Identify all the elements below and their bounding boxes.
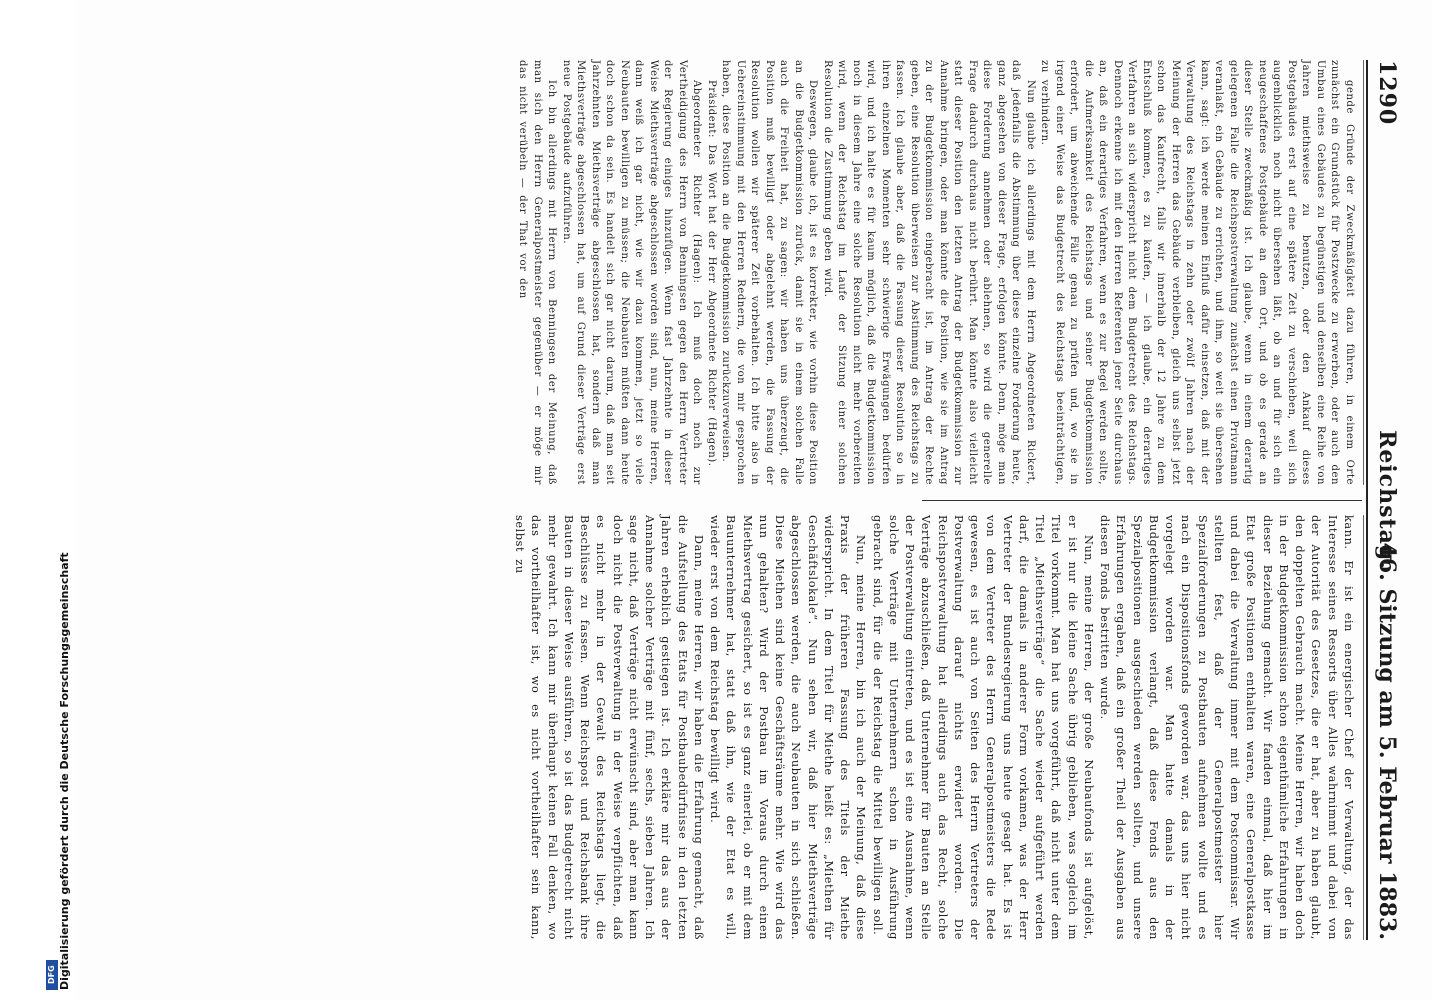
column-rule-left	[1363, 60, 1364, 485]
left-column	[515, 60, 1356, 485]
president-line: Präsident: Das Wort hat der Herr Abgeordnete Richter (Hagen).	[706, 80, 717, 467]
digitization-credit	[0, 0, 75, 1000]
paragraph: gende Gründe der Zweckmäßigkeit dazu führen, in einem Orte zunächst ein Grundstück für Postzwecke zu erwerben, oder auch den Umbau eines Gebäudes zu begünstigen und denselben eine Reihe von Jahren miethsweise zu benutzen, oder den Ankauf dieses Postgebäudes erst auf eine spätere Zeit zu verschieben, weil sich augenblicklich noch nicht übersehen läßt, ob an und für sich ein neugeschaffenes Postgebäude an dem Ort, und ob es gerade an dieser Stelle zweckmäßig ist. Ich glaube, wenn in einem derartig gelegenen Falle die Reichspostverwaltung zunächst einen Privatmann veranlaßt, ein Gebäude zu errichten, und ihm, so weit sie übersehen kann, sagt: ich werde meinen Einfluß dafür einsetzen, daß mit der Verwaltung des Reichstags in zehn oder zwölf Jahren nach der Meinung der Herren das Gebäude verbleiben, gleich uns selbst jetzt schon das Kaufrecht, falls wir innerhalb der 12 Jahre zu dem Entschluß kommen, es zu kaufen, — ich glaube, ein derartiges Verfahren an sich widerspricht nicht dem Budgetrecht des Reichstags. Dennoch erkenne ich mit den Herren Referenten jener Seite durchaus an, daß ein derartiges Verfahren, wenn es zur Regel werden sollte, die Aufmerksamkeit des Reichstags und seiner Budgetkommission erfordert, um abweichende Fälle genau zu prüfen und, wo sie in irgend einer Weise das Budgetrecht des Reichstags beeinträchtigen, zu verhindern.	[1039, 60, 1355, 485]
page-number: 1290	[1374, 60, 1400, 126]
column-divider	[922, 500, 1362, 501]
paragraph: Dann, meine Herren, wir haben die Erfahrung gemacht, daß die Aufstellung des Etats für Postbaubedürfnisse in den letzten Jahren erheblich gestiegen ist. Ich erkläre mir das aus der Annahme solcher Verträge mit fünf, sechs, sieben Jahren. Ich sage nicht, daß Verträge nicht erwünscht sind, aber man kann doch nicht die Postverwaltung in der Weise verpflichten, daß es nicht mehr in der Gewalt des Reichstags liegt, die Beschlüsse zu fassen. Wenn Reichspost und Reichsbank ihre Bauten in dieser Weise ausführen, so ist das Budgetrecht nicht mehr gewahrt. Ich kann mir überhaupt keinen Fall denken, wo das vortheilhafter ist, wo es nicht vortheilhafter sein kann, selbst zu	[513, 515, 705, 940]
credit-text: Digitalisierung gefördert durch die Deutsche Forschungsgemeinschaft	[58, 552, 71, 990]
column-rule-right	[1363, 515, 1364, 940]
paragraph: Nun, meine Herren, der große Neubaufonds ist aufgelöst, er ist nur die kleine Sache übrig geblieben, was sogleich im Titel vorkommt. Man hat uns vorgeführt, daß nicht unter dem Titel „Miethsverträge“ die Sache wieder aufgeführt werden darf, die damals in anderer Form vorkamen, was der Herr Vertreter der Bundesregierung uns heute gesagt hat. Es ist von dem Vertreter des Herrn Generalpostmeisters die Rede gewesen, es ist auch von Seiten des Herrn Vertreters der Postverwaltung darauf nichts erwidert worden. Die Reichspostverwaltung hat allerdings auch das Recht, solche Verträge abzuschließen, daß Unternehmer für Bauten an Stelle der Postverwaltung eintreten, und es ist eine Ausnahme, wenn solche Verträge mit Unternehmern schon in Ausführung gebracht sind, für die der Reichstag die Mittel bewilligen soll.	[870, 515, 1095, 940]
paragraph: Abgeordneter Richter (Hagen): Ich muß doch noch zur Vertheidigung des Herrn von Benningsen gegen den Herrn Vertreter der Regierung einiges hinzufügen. Wenn fast Jahrzehnte in dieser Weise Miethsverträge abgeschlossen worden sind, nun, meine Herren, dann weiß ich gar nicht, wie wir dazu kommen, jetzt so viele Neubauten bewilligen zu müssen; die Neubauten müßten dann heute doch schon da sein. Es handelt sich gar nicht darum, daß man seit Jahrzehnten Miethsverträge abgeschlossen hat, sondern daß man Miethsverträge abgeschlossen hat, um auf Grund dieser Verträge erst neue Postgebäude aufzuführen.	[561, 60, 703, 485]
paragraph: Nun glaube ich allerdings mit dem Herrn Abgeordneten Rickert, daß jedenfalls die Abstimmung über diese einzelne Forderung heute, ganz abgesehen von dieser Frage, erfolgen könnte. Denn, möge man diese Forderung annehmen oder ablehnen, so wird die generelle Frage dadurch durchaus nicht berührt. Man könnte also vielleicht statt dieser Position den letzten Antrag der Budgetkommission zur Annahme bringen, oder man könnte die Position, wie sie im Antrag zu der Budgetkommission eingebracht ist, im Antrag der Rechte geben, eine Resolution überweisen zur Abstimmung des Reichstags zu fassen. Ich glaube aber, daß die Fassung dieser Resolution so in ihren einzelnen Momenten sehr schwierige Erwägungen bedürfen wird, und ich halte es für kaum möglich, daß die Budgetkommission noch in diesem Jahre eine solche Resolution nicht mehr vorbereiten wird, wenn der Reichstag im Laufe der Sitzung einer solchen Resolution die Zustimmung geben wird.	[822, 60, 1036, 485]
paragraph: Ich bin allerdings mit Herrn von Benningsen der Meinung, daß man sich den Herrn Generalpostmeister gegenüber — er möge mir das nicht verübeln — der That vor den	[517, 60, 558, 485]
paragraph: Nun, meine Herren, bin ich auch der Meinung, daß diese Praxis der früheren Fassung des Titels der Miethe widerspricht. In dem Titel für Miethe heißt es: „Miethen für Geschäftslokale“. Nun sehen wir, daß hier Miethsverträge abgeschlossen werden, die auch Neubauten in sich schließen. Diese Miethen sind keine Geschäftsräume mehr. Wie wird das nun gehalten? Wird der Postbau im Voraus durch einen Miethsvertrag gesichert, so ist es ganz einerlei, ob er mit dem Bauunternehmer hat, statt daß ihn, wie der Etat es will, wieder erst von dem Reichstag bewilligt wird.	[708, 515, 868, 940]
session-label: 46. Sitzung am 5. Februar 1883.	[1374, 542, 1400, 940]
paragraph: kann. Er ist ein energischer Chef der Verwaltung, der das Interesse seines Ressorts über Alles wahrnimmt und dabei von der Autorität des Gesetzes, die er hat, aber zu haben glaubt, den doppelten Gebrauch macht. Meine Herren, wir haben doch in der Budgetkommission schon eigenthümliche Erfahrungen in dieser Beziehung gemacht. Wir fanden einmal, daß hier im Etat große Positionen enthalten waren, eine Generalpostkasse und dabei die Verwaltung immer mit dem Postcommissar. Wir stellten fest, daß der Generalpostmeister hier Spezialforderungen zu Postbauten aufnehmen wollte und es nach ein Dispositionsfonds geworden war, das uns hier nicht vorgelegt worden war. Man hatte damals in der Budgetkommission verlangt, daß diese Fonds aus den Spezialpositionen ausgeschieden werden sollten, und unsere Erfahrungen ergaben, daß ein großer Theil der Ausgaben aus diesen Fonds bestritten wurde.	[1098, 515, 1355, 940]
right-column	[511, 515, 1356, 940]
document-page	[75, 0, 1432, 1000]
paragraph: Deswegen, glaube ich, ist es korrekter, wie vorhin diese Position an die Budgetkommission zurück, damit sie in einem solchen Falle auch die Freiheit hat, zu sagen: wir haben uns überzeugt, die Position muß bewilligt oder abgelehnt werden, die Fassung der Resolution wollen wir späterer Zeit vorbehalten. Ich bitte also in Uebereinstimmung mit den Herren Rednern, die von mir gesprochen haben, diese Position an die Budgetkommission zurückzuverweisen.	[720, 60, 819, 485]
dfg-logo: DFG	[46, 960, 58, 990]
page-header	[1366, 60, 1408, 940]
page-title: Reichstag.	[1374, 430, 1400, 570]
